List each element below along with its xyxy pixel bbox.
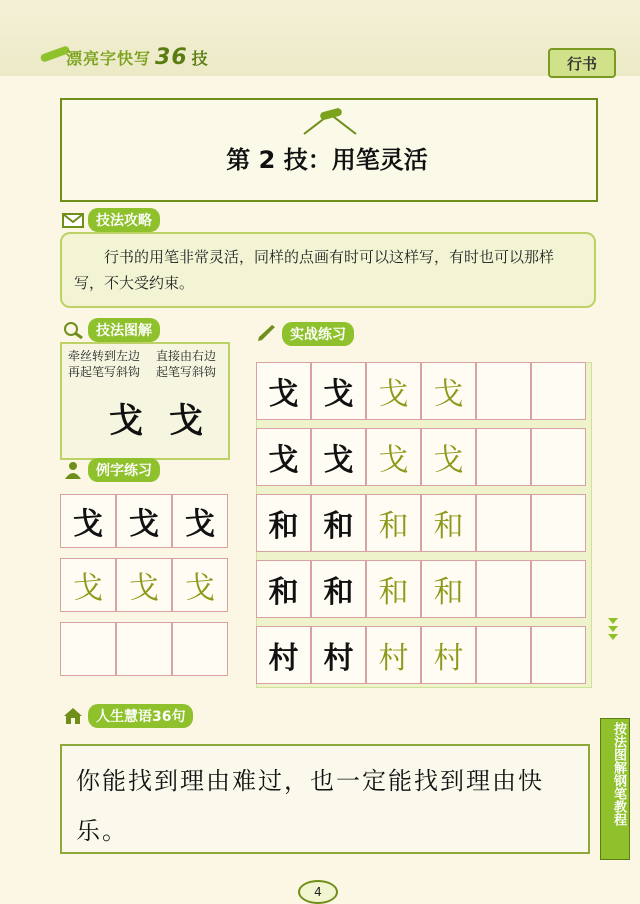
practice-cell [476, 560, 531, 618]
practice-char: 村 [323, 641, 354, 676]
practice-char: 和 [268, 509, 299, 544]
examples-label-text: 例字练习 [88, 458, 160, 482]
practice-cell [531, 494, 586, 552]
person-icon [62, 461, 84, 479]
example-char [116, 622, 172, 676]
diagram-caption-left [68, 348, 140, 380]
style-tab [548, 48, 616, 78]
arrow-down-icon [608, 626, 618, 632]
practice-char: 和 [323, 575, 354, 610]
envelope-icon [62, 211, 84, 229]
caption-right-line1: 直接由右边 [156, 349, 217, 363]
practice-char: 村 [268, 641, 299, 676]
practice-cell [476, 362, 531, 420]
magnifier-icon [62, 321, 84, 339]
page-number: 4 [298, 880, 338, 904]
practice-char: 和 [378, 509, 409, 544]
practice-char: 戈 [378, 443, 409, 478]
practice-char: 戈 [433, 377, 464, 412]
caption-right-line2: 起笔写斜钩 [156, 365, 217, 379]
practice-char: 和 [268, 575, 299, 610]
practice-char: 戈 [323, 377, 354, 412]
tips-label-text: 技法攻略 [88, 208, 160, 232]
example-char: 戈 [73, 507, 103, 542]
practice-char: 和 [323, 509, 354, 544]
arrow-down-icon [608, 634, 618, 640]
house-icon [62, 707, 84, 725]
practice-char: 戈 [433, 443, 464, 478]
example-char: 戈 [185, 507, 215, 542]
pen-icon [256, 325, 278, 343]
practice-cell [531, 626, 586, 684]
practice-cell [476, 494, 531, 552]
side-tab-text: 按法图解钢笔教程 [611, 722, 626, 826]
tips-text: 行书的用笔非常灵活，同样的点画有时可以这样写，有时也可以那样写，不大受约束。 [74, 248, 555, 292]
diagram-char-right: 戈 [169, 400, 203, 441]
quote-label-text: 人生慧语36句 [88, 704, 193, 728]
practice-cell [531, 560, 586, 618]
example-char: 戈 [129, 571, 159, 606]
arrow-down-icon [608, 618, 618, 624]
practice-cell [531, 428, 586, 486]
lesson-title: 第 2 技：用笔灵活 [226, 146, 428, 174]
practice-cell [531, 362, 586, 420]
practice-cell [476, 428, 531, 486]
diagram-char-left: 戈 [109, 400, 143, 441]
quote-section-label [62, 704, 193, 728]
example-char: 戈 [185, 571, 215, 606]
practice-char: 戈 [268, 443, 299, 478]
examples-section-label [62, 458, 160, 482]
example-char [60, 622, 116, 676]
diagram-section-label [62, 318, 160, 342]
style-tab-label: 行书 [566, 54, 597, 73]
practice-label-text: 实战练习 [282, 322, 354, 346]
caption-left-line2: 再起笔写斜钩 [68, 365, 141, 379]
example-char [172, 622, 228, 676]
quote-text: 你能找到理由难过，也一定能找到理由快乐。 [76, 767, 544, 845]
practice-char: 村 [433, 641, 464, 676]
example-char: 戈 [73, 571, 103, 606]
practice-char: 和 [433, 509, 464, 544]
example-char: 戈 [129, 507, 159, 542]
brand-suffix: 技 [191, 48, 208, 68]
practice-char: 和 [433, 575, 464, 610]
diagram-caption-right [156, 348, 216, 380]
practice-char: 村 [378, 641, 409, 676]
brand-main-text: 漂亮字快写 [66, 48, 152, 68]
practice-char: 戈 [378, 377, 409, 412]
caption-left-line1: 牵丝转到左边 [68, 349, 141, 363]
brand-number: 36 [155, 44, 188, 70]
diagram-label-text: 技法图解 [88, 318, 160, 342]
practice-char: 戈 [268, 377, 299, 412]
practice-char: 戈 [323, 443, 354, 478]
practice-cell [476, 626, 531, 684]
practice-char: 和 [378, 575, 409, 610]
practice-section-label [256, 322, 354, 346]
tips-section-label [62, 208, 160, 232]
hanger-icon [300, 108, 360, 136]
brand-title [44, 44, 208, 70]
